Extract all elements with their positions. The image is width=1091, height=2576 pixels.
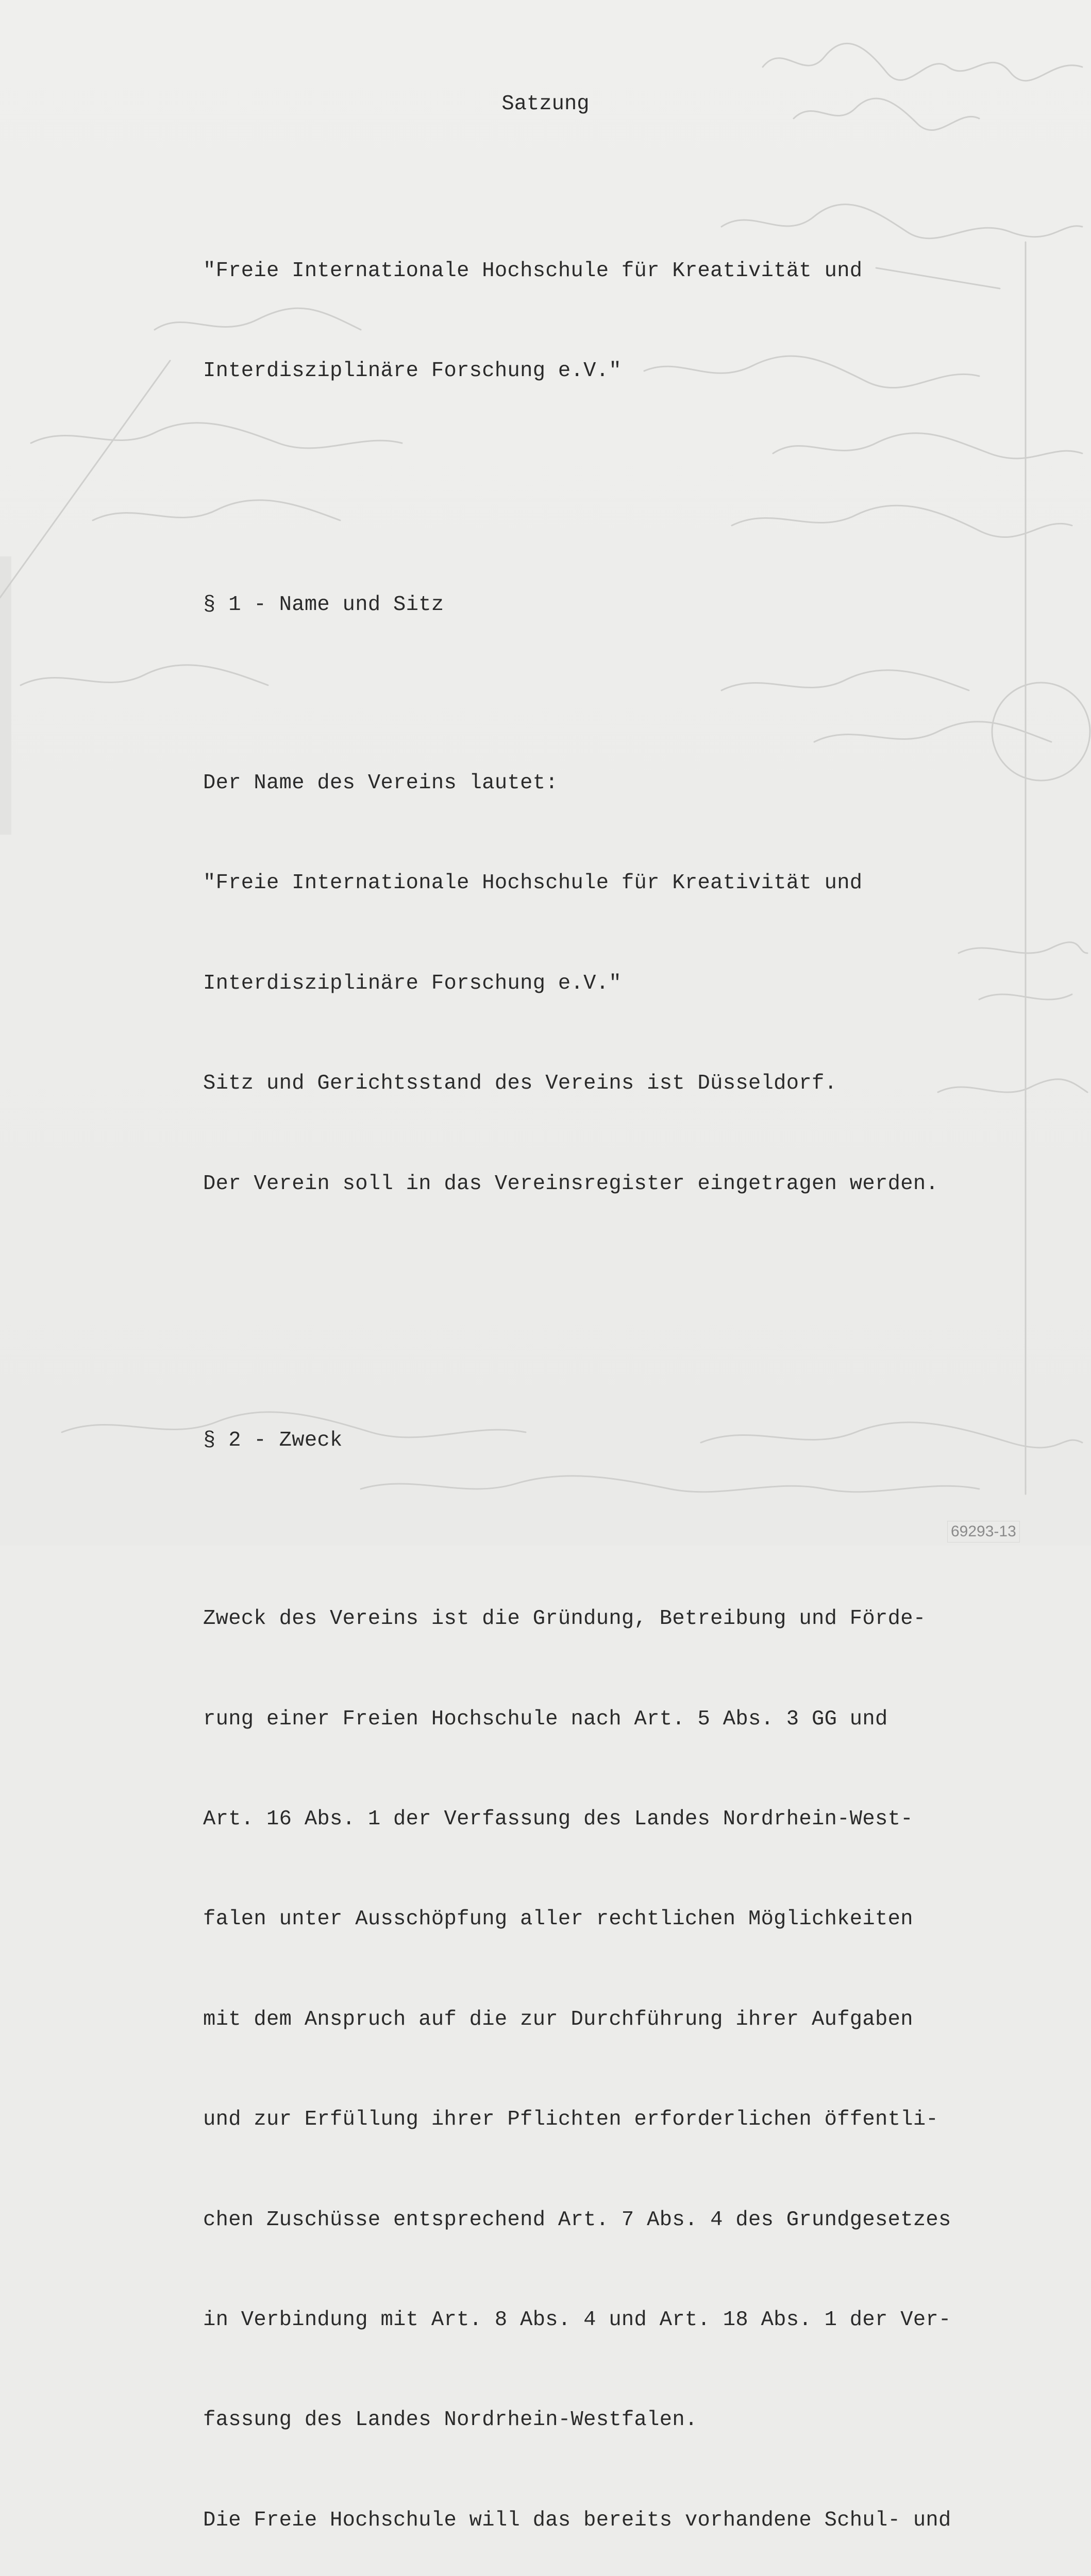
heading-line: "Freie Internationale Hochschule für Kreativität und xyxy=(203,259,863,283)
spacer xyxy=(203,155,1048,188)
section-2-line: rung einer Freien Hochschule nach Art. 5 Abs. 3 GG und xyxy=(203,1707,888,1731)
section-2-line: fassung des Landes Nordrhein-Westfalen. xyxy=(203,2408,698,2432)
section-1-line: Der Verein soll in das Vereinsregister eingetragen werden. xyxy=(203,1172,939,1196)
section-2-line: in Verbindung mit Art. 8 Abs. 4 und Art. 18 Abs. 1 der Ver- xyxy=(203,2308,951,2332)
heading-line: Interdisziplinäre Forschung e.V." xyxy=(203,359,622,383)
spacer xyxy=(203,1267,1048,1324)
section-2-line: Zweck des Vereins ist die Gründung, Betreibung und Förde- xyxy=(203,1607,926,1631)
section-2-line: Art. 16 Abs. 1 der Verfassung des Landes Nordrhein-West- xyxy=(203,1807,913,1832)
section-2-line: chen Zuschüsse entsprechend Art. 7 Abs. 4 des Grundgesetzes xyxy=(203,2208,951,2232)
document-title: Satzung xyxy=(501,92,590,116)
section-2-line: falen unter Ausschöpfung aller rechtlichen Möglichkeiten xyxy=(203,1907,913,1931)
section-1-heading: § 1 - Name und Sitz xyxy=(203,592,444,617)
section-2-heading: § 2 - Zweck xyxy=(203,1429,343,1453)
paper-edge-shadow xyxy=(0,556,11,835)
section-2-line: Die Freie Hochschule will das bereits vorhandene Schul- und xyxy=(203,2508,951,2532)
section-1-line: Sitz und Gerichtsstand des Vereins ist Düsseldorf. xyxy=(203,1072,837,1096)
section-1-line: "Freie Internationale Hochschule für Kreativität und xyxy=(203,871,863,895)
section-1-line: Der Name des Vereins lautet: xyxy=(203,771,558,795)
section-2-line: und zur Erfüllung ihrer Pflichten erforderlichen öffentli- xyxy=(203,2108,939,2132)
archive-number-label: 69293-13 xyxy=(947,1521,1020,1543)
spacer xyxy=(203,455,1048,488)
document-body xyxy=(203,88,1048,2576)
spacer xyxy=(203,688,1048,700)
section-1-line: Interdisziplinäre Forschung e.V." xyxy=(203,971,622,995)
spacer xyxy=(203,1524,1048,1536)
section-2-line: mit dem Anspruch auf die zur Durchführung ihrer Aufgaben xyxy=(203,2007,913,2031)
